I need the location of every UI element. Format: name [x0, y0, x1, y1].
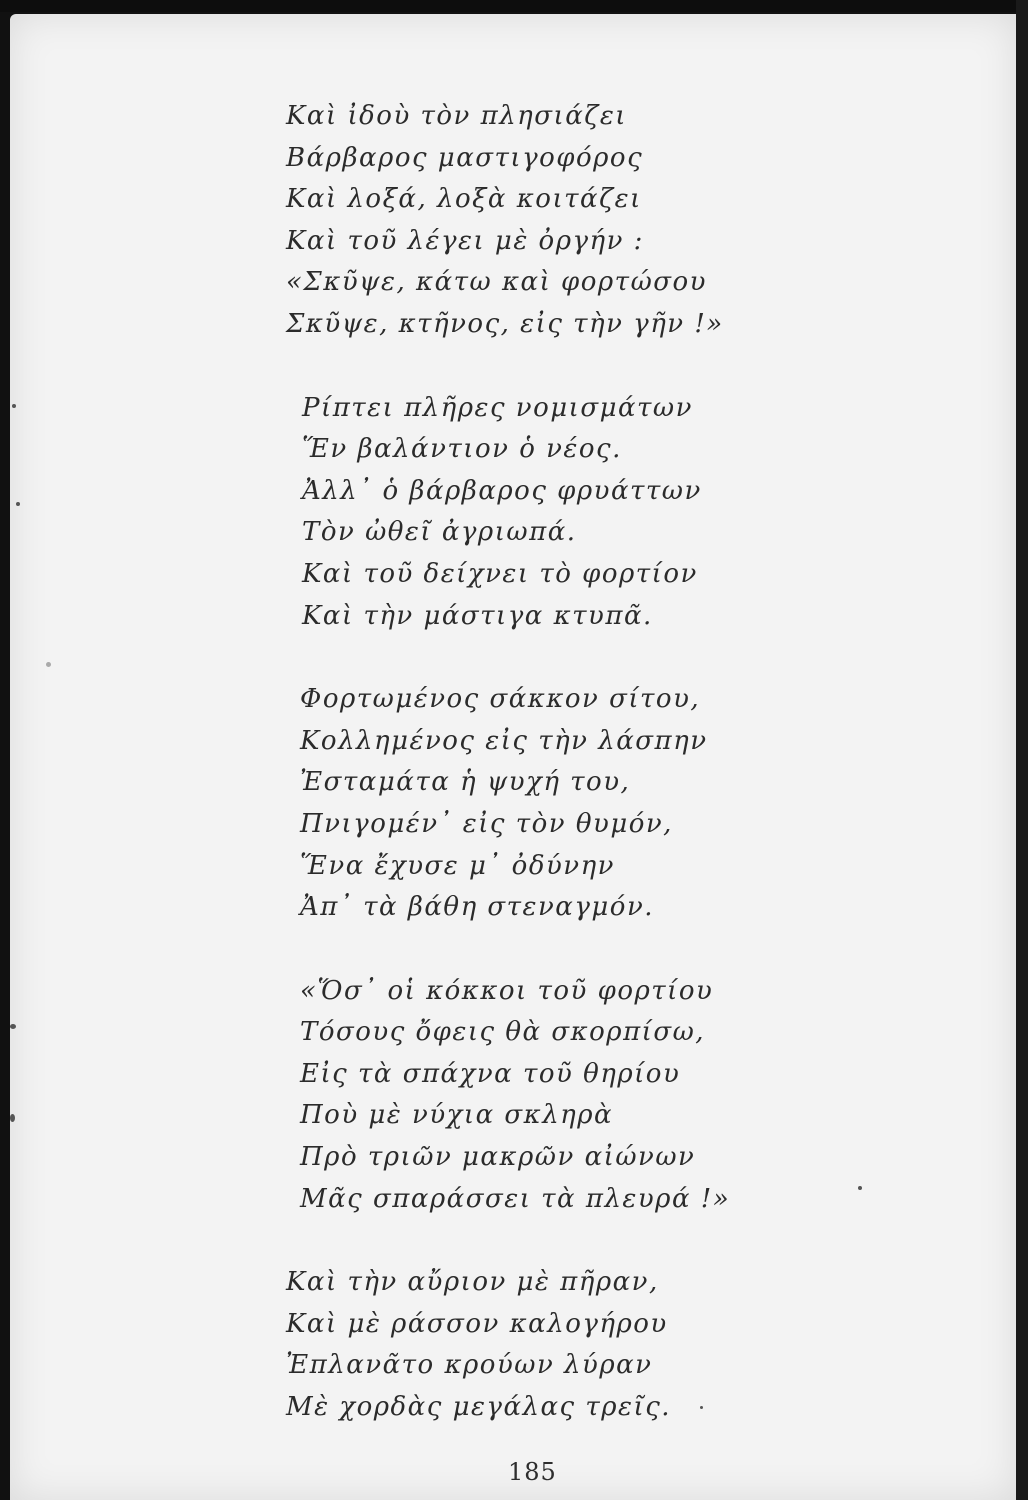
poem-line: Τόσους ὄφεις θὰ σκορπίσω,	[300, 1017, 706, 1048]
poem-line: Μὲ χορδὰς μεγάλας τρεῖς.	[286, 1392, 672, 1423]
poem-line: Ἕνα ἔχυσε μ᾽ ὀδύνην	[300, 850, 615, 881]
poem-line: Σκῦψε, κτῆνος, εἰς τὴν γῆν !»	[286, 308, 724, 339]
poem-line: Ἀλλ᾽ ὁ βάρβαρος φρυάττων	[302, 475, 702, 506]
stanza	[286, 96, 806, 346]
poem-line: Ποὺ μὲ νύχια σκληρὰ	[300, 1100, 614, 1131]
poem	[286, 96, 806, 1429]
stanza	[286, 388, 806, 638]
page-speck	[10, 1024, 16, 1029]
page-number: 185	[508, 1458, 557, 1486]
page-speck	[858, 1186, 862, 1190]
poem-line: Ἕν βαλάντιον ὁ νέος.	[302, 434, 622, 465]
poem-line: Πρὸ τριῶν μακρῶν αἰώνων	[300, 1142, 696, 1173]
poem-line: Καὶ ἰδοὺ τὸν πλησιάζει	[286, 101, 628, 131]
poem-line: Ἀπ᾽ τὰ βάθη στεναγμόν.	[300, 892, 655, 923]
stanza	[286, 679, 806, 929]
poem-line: Μᾶς σπαράσσει τὰ πλευρά !»	[300, 1183, 731, 1214]
scan-top-edge	[0, 0, 1028, 12]
scan-right-edge	[1016, 0, 1028, 1500]
poem-line: Καὶ τὴν μάστιγα κτυπᾶ.	[302, 600, 653, 631]
page-speck	[46, 662, 51, 667]
poem-line: Ἐπλανᾶτο κρούων λύραν	[286, 1350, 653, 1381]
poem-line: Φορτωμένος σάκκον σίτου,	[300, 684, 701, 715]
poem-line: Καὶ τοῦ λέγει μὲ ὀργήν :	[286, 225, 644, 256]
stanza	[286, 971, 806, 1221]
poem-line: «Σκῦψε, κάτω καὶ φορτώσου	[286, 267, 707, 298]
page-speck	[10, 1114, 15, 1122]
poem-line: Ρίπτει πλῆρες νομισμάτων	[302, 392, 693, 423]
poem-line: Καὶ μὲ ράσσον καλογήρου	[286, 1308, 668, 1339]
poem-line: Καὶ λοξά, λοξὰ κοιτάζει	[286, 184, 642, 215]
poem-line: «Ὅσ᾽ οἱ κόκκοι τοῦ φορτίου	[300, 975, 714, 1006]
poem-line: Βάρβαρος μαστιγοφόρος	[286, 142, 644, 173]
stanza	[286, 1262, 806, 1428]
poem-line: Ἐσταμάτα ἡ ψυχή του,	[300, 767, 631, 798]
poem-line: Πνιγομέν᾽ εἰς τὸν θυμόν,	[300, 808, 673, 839]
page-speck	[12, 404, 16, 408]
page-speck	[16, 502, 20, 506]
poem-line: Καὶ τοῦ δείχνει τὸ φορτίον	[302, 558, 698, 589]
poem-line: Καὶ τὴν αὔριον μὲ πῆραν,	[286, 1267, 659, 1298]
poem-line: Εἰς τὰ σπάχνα τοῦ θηρίου	[300, 1058, 681, 1089]
poem-line: Κολλημένος εἰς τὴν λάσπην	[300, 725, 708, 756]
poem-line: Τὸν ὠθεῖ ἀγριωπά.	[302, 517, 577, 548]
